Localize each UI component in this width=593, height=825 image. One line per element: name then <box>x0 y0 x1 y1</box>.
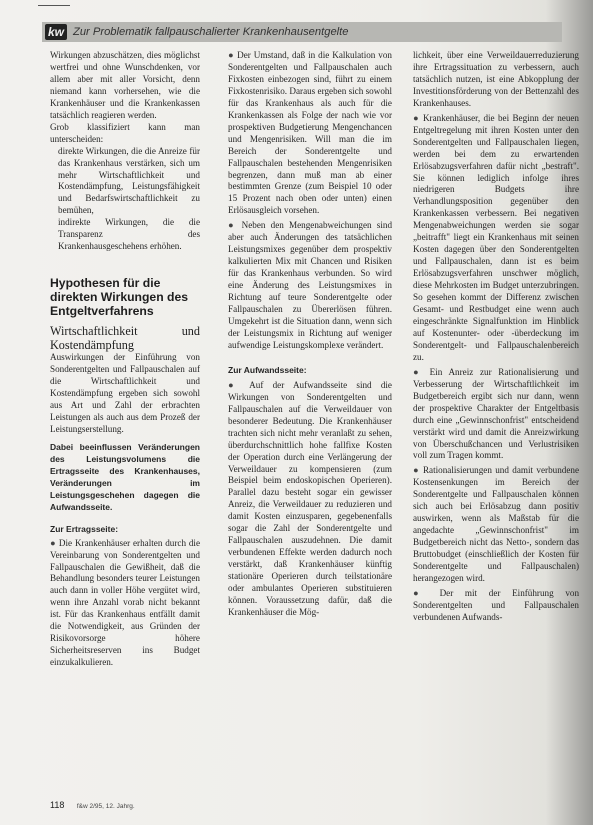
column-2 <box>228 50 392 619</box>
bullet-paragraph: ● Auf der Aufwandsseite sind die Wirkungen von Sonderentgelten und Fallpauschalen auf die Verweildauer von besonderer Bedeutung. Die Krankenhäuser trachten sich nicht mehr veranlaßt zu sehen, überdurchschnittlich hohe fallfixe Kosten der Operation durch eine Verlängerung der Verweildauer zu kompensieren (zum Beispiel beim endoskopischen Operieren). Parallel dazu besteht sogar ein gewisser Anreiz, die Verweildauer zu reduzieren und damit Kosten einzusparen, gegebenenfalls sogar die Zahl der Sonderentgelte und Fallpauschalen auszudehnen. Die damit verbundenen Effekte werden dadurch noch verstärkt, daß Krankenhäuser künftig stationäre Operieren durch teilstationäre oder ambulantes Operieren substituieren können. Voraussetzung dafür, daß die Krankenhäuser die Mög- <box>228 379 392 617</box>
column-3 <box>413 50 579 624</box>
subsection-label: Zur Ertragsseite: <box>50 523 119 534</box>
bullet-paragraph: ● Ein Anreiz zur Rationalisierung und Verbesserung der Wirtschaftlichkeit im Budgetbereich ergibt sich nur dann, wenn der prospektive Charakter der Entgeltbasis durch eine „Gewinnschonfrist" entscheidend verstärkt wird und damit die Anreizwirkung von Überschußchancen und Verlustrisiken voll zum Tragen kommt. <box>413 366 579 461</box>
bullet-icon: ● <box>413 587 428 598</box>
bullet-paragraph: ● Krankenhäuser, die bei Beginn der neuen Entgeltregelung mit ihren Kosten unter den Sonderentgelten und Fallpauschalen liegen, werden bei dem zu erwartenden Erlösabzugsverfahren dafür nicht „bestraft". Sie können lediglich infolge ihres niedrigeren Budgets ihre Verhandlungsposition gegenüber den Krankenkassen verbessern. Bei negativen Mengenabweichungen werden sie sogar „beitrafft" liegt ein Krankenhaus mit seinen Kosten dagegen über den Sonderentgelten und Fallpauschalen, dann ist es beim Erlösabzugsverfahren unschwer möglich, diese Mehrkosten im Budget unterzubringen. So gesehen kommt der Differenz zwischen Gesamt- und Restbudget eine wenn auch eingeschränkte Signalfunktion im Hinblick auf Kostenunter- oder -überdeckung im Sonderentgelt- und Fallpauschalenbereich zu. <box>413 112 579 362</box>
paragraph: Wirkungen abzuschätzen, dies möglichst wertfrei und ohne Wunschdenken, vor allem aber mit aller Vorsicht, denn niemand kann vorhersehen, wie die Krankenhäuser und die Krankenkassen tatsächlich reagieren werden. <box>50 50 200 120</box>
bullet-icon: ● <box>413 465 420 476</box>
bullet-paragraph: ● Neben den Mengenabweichungen sind aber auch Änderungen des tatsächlichen Leistungsmixes gegenüber dem prospektiv kalkulierten Mix mit Chancen und Risiken für das Krankenhaus verbunden. So wird eine Änderung des Leistungsmixes in Richtung auf teure Sonderentgelte oder Fallpauschalen zu Übererlösen führen. Umgekehrt ist die Situation dann, wenn sich der Leistungsmix in Richtung auf weniger aufwendige Leistungskomplexe verändert. <box>228 220 393 350</box>
bullet-icon: ● <box>228 50 235 60</box>
bold-paragraph: Dabei beeinflussen Veränderungen des Leistungsvolumens die Ertragsseite des Krankenhauses, Veränderungen im Leistungsgeschehen dagegen die Aufwandsseite. <box>50 441 200 512</box>
page-number: 118 <box>50 800 65 810</box>
bullet-paragraph: ● Der mit der Einführung von Sonderentgelten und Fallpauschalen verbundenen Aufwands- <box>413 587 580 622</box>
subsection-heading: Wirtschaftlichkeit und Kostendämpfung <box>50 324 200 353</box>
running-header <box>42 22 562 42</box>
bullet-paragraph: ● Rationalisierungen und damit verbundene Kostensenkungen im Bereich der Sonderentgelte und Fallpauschalen können sich auch bei Erlösabzug dann positiv auswirken, wenn als Maßstab für die angedachte „Gewinnschonfrist" im Budgetbereich nicht das Netto-, sondern das Bruttobudget (einschließlich der Kosten für Sonderentgelte und Fallpauschalen) herangezogen wird. <box>413 465 579 583</box>
bullet-icon: ● <box>413 366 423 377</box>
page-footer <box>50 800 135 810</box>
paragraph: Auswirkungen der Einführung von Sonderentgelten und Fallpauschalen auf die Wirtschaftlichkeit und Kostendämpfung ergeben sich sowohl aus Art und Zahl der erbrachten Leistungen als auch aus dem Prozeß der Leistungserstellung. <box>50 352 200 434</box>
bullet-icon: ● <box>228 220 237 231</box>
header-title: Zur Problematik fallpauschalierter Krankenhausentgelte <box>73 26 349 38</box>
bullet-icon: ● <box>413 112 420 123</box>
section-heading: Hypothesen für die direkten Wirkungen des Entgeltverfahrens <box>50 276 189 319</box>
list-item: direkte Wirkungen, die die Anreize für das Krankenhaus verstärken, sich um mehr Wirtschaftlichkeit und Kostendämpfung, Leistungsfähigkeit und Bedarfswirtschaftlichkeit zu bemühen, <box>58 145 200 216</box>
paragraph: Grob klassifiziert kann man unterscheiden: <box>50 121 200 144</box>
magazine-logo: kw <box>45 24 67 40</box>
bullet-paragraph: ● Der Umstand, daß in die Kalkulation von Sonderentgelten und Fallpauschalen auch Fixkosten einbezogen sind, führt zu einem Fixkostenrisiko. Daraus ergeben sich sowohl für das Krankenhaus als auch für die Krankenkassen als Folge der nach wie vor prospektiven Budgetierung Mengenchancen und Mengenrisiken. Will man die im Bereich der Sonderentgelte und Fallpauschalen bestehenden Mengenrisiken begrenzen, dann muß man ab einer bestimmten Grenze (zum Beispiel 10 oder 15 Prozent nach oben oder unten) einen Erlösausgleich vorsehen. <box>228 50 392 216</box>
publication-source: f&w 2/95, 12. Jahrg. <box>76 803 135 810</box>
bullet-paragraph: ● Die Krankenhäuser erhalten durch die Vereinbarung von Sonderentgelten und Fallpauschalen die Gewißheit, daß die Behandlung besonders teurer Leistungen auch dann in voller Höhe vergütet wird, wenn ihre Anzahl vorab nicht bekannt ist. Für das Krankenhaus entfällt damit die Notwendigkeit, aus Gründen der Risikovorsorge höhere Sicherheitsreserven ins Budget einzukalkulieren. <box>50 537 201 668</box>
top-rule <box>38 5 70 6</box>
column-1 <box>50 50 200 669</box>
bullet-icon: ● <box>50 537 57 548</box>
list-item: indirekte Wirkungen, die die Transparenz des Krankenhausgeschehens erhöhen. <box>58 217 200 252</box>
paragraph: lichkeit, über eine Verweildauerreduzierung ihre Ertragssituation zu verbessern, auch tatsächlich nutzen, ist eine Abkopplung der Investitionsförderung von der Bettenzahl des Krankenhauses. <box>413 50 579 108</box>
subsection-label: Zur Aufwandsseite: <box>228 364 307 375</box>
bullet-icon: ● <box>228 379 241 390</box>
